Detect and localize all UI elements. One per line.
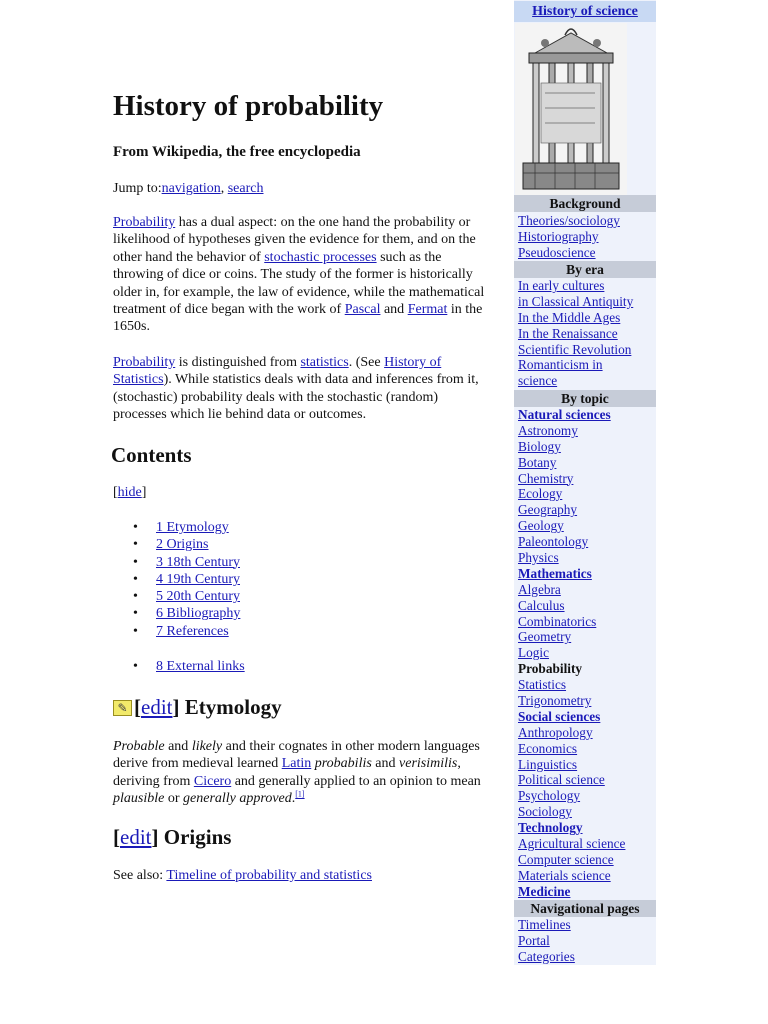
navbox-item bbox=[518, 278, 633, 294]
section-title: Etymology bbox=[184, 695, 282, 719]
navbox-group-link[interactable]: Mathematics bbox=[518, 565, 592, 581]
topic-links bbox=[518, 407, 625, 900]
jump-to-label: Jump to: bbox=[113, 181, 162, 196]
text-run: is distinguished from bbox=[175, 355, 301, 370]
toc-hide-toggle bbox=[113, 485, 146, 501]
inline-link[interactable]: History of Statistics bbox=[113, 355, 442, 388]
navbox-item bbox=[518, 439, 625, 455]
navbox-item bbox=[518, 772, 625, 788]
reference-link[interactable]: [1] bbox=[295, 789, 305, 799]
section-heading-etymology: ✎ [edit] Etymology bbox=[113, 695, 282, 720]
inline-link[interactable]: Cicero bbox=[193, 773, 232, 789]
navbox-link[interactable]: Anthropology bbox=[518, 724, 593, 740]
inline-link[interactable]: Latin bbox=[281, 756, 312, 772]
navbox-link[interactable]: in Classical Antiquity bbox=[518, 293, 634, 309]
navbox-link[interactable]: Materials science bbox=[518, 867, 611, 883]
navbox-item bbox=[518, 917, 575, 933]
bracket-open: [ bbox=[113, 485, 118, 500]
navbox-link[interactable]: Logic bbox=[518, 645, 550, 661]
inline-link[interactable]: Probability bbox=[113, 215, 176, 230]
toc-link[interactable]: 5 20th Century bbox=[156, 589, 240, 605]
toc-item bbox=[113, 554, 240, 571]
edit-origins-link[interactable]: edit bbox=[120, 825, 152, 849]
toc-link[interactable]: 3 18th Century bbox=[156, 554, 240, 570]
table-of-contents-extra bbox=[113, 658, 245, 675]
navbox-link[interactable]: Pseudoscience bbox=[518, 244, 596, 260]
jump-navigation-link[interactable]: navigation bbox=[161, 181, 221, 196]
navbox-group-link[interactable]: Technology bbox=[518, 820, 583, 836]
navbox-item bbox=[518, 709, 625, 725]
navbox-item bbox=[518, 804, 625, 820]
navbox-link[interactable]: Algebra bbox=[518, 581, 561, 597]
text-run: or bbox=[164, 791, 184, 807]
navbox-link[interactable]: Political science bbox=[518, 772, 605, 788]
italic-text: Probable bbox=[113, 739, 165, 754]
navbox-link[interactable]: Romanticism in bbox=[518, 357, 603, 373]
navbox-link[interactable]: Geography bbox=[518, 502, 578, 518]
navbox-link[interactable]: Agricultural science bbox=[518, 836, 626, 852]
navbox-item bbox=[518, 645, 625, 661]
jump-to bbox=[113, 181, 264, 197]
hide-link[interactable]: hide bbox=[117, 485, 142, 500]
toc-item bbox=[113, 605, 240, 622]
see-also bbox=[113, 868, 372, 884]
navbox-link[interactable]: Theories/sociology bbox=[518, 213, 620, 228]
jump-separator: , bbox=[220, 181, 228, 196]
see-also-link[interactable]: Timeline of probability and statistics bbox=[166, 868, 372, 883]
section-title: Origins bbox=[163, 825, 232, 849]
toc-link[interactable]: 4 19th Century bbox=[156, 571, 240, 587]
navbox-link[interactable]: Portal bbox=[518, 932, 550, 948]
italic-text: generally approved bbox=[183, 791, 292, 807]
text-run: and bbox=[164, 739, 192, 754]
text-run: has a dual aspect: on the one hand the probability or likelihood of hypotheses given the evidence for them, and on the other hand the behavior of bbox=[113, 215, 476, 265]
inline-link[interactable]: Probability bbox=[113, 355, 176, 370]
navbox-group-topic: By topic bbox=[514, 390, 656, 407]
text-run: ). While statistics deals with data and inferences from it, (stochastic) probability deals with the stochastic (random) processes which lie behind data or outcomes. bbox=[113, 372, 479, 423]
pencil-icon[interactable]: ✎ bbox=[113, 700, 132, 716]
toc-item bbox=[113, 571, 240, 588]
background-links bbox=[518, 213, 620, 261]
navbox-link[interactable]: Combinatorics bbox=[518, 613, 597, 629]
toc-link[interactable]: 7 References bbox=[156, 623, 229, 639]
navbox-link[interactable]: Geometry bbox=[518, 629, 572, 645]
text-run: and bbox=[380, 302, 408, 318]
navbox-item bbox=[518, 518, 625, 534]
navbox-link[interactable]: Sociology bbox=[518, 804, 572, 820]
navbox-item bbox=[518, 933, 575, 949]
navbox-current: Probability bbox=[518, 661, 583, 677]
navbox-title bbox=[514, 1, 656, 22]
navbox-item bbox=[518, 486, 625, 502]
navbox-item bbox=[518, 502, 625, 518]
navbox-item bbox=[518, 757, 625, 773]
navbox-link[interactable]: Calculus bbox=[518, 597, 565, 613]
navbox-group-navigational: Navigational pages bbox=[514, 900, 656, 917]
navbox-link[interactable]: Linguistics bbox=[518, 756, 578, 772]
navbox-item bbox=[518, 884, 625, 900]
navbox-link[interactable]: Chemistry bbox=[518, 470, 574, 486]
navbox-item bbox=[518, 326, 633, 342]
navbox-link[interactable]: Paleontology bbox=[518, 534, 589, 550]
astronomical-engraving-image bbox=[515, 23, 627, 195]
navbox-item bbox=[518, 598, 625, 614]
navbox-item bbox=[518, 788, 625, 804]
inline-link[interactable]: stochastic processes bbox=[264, 249, 377, 265]
navbox-group-era: By era bbox=[514, 261, 656, 278]
intro-paragraph-2 bbox=[113, 354, 493, 424]
navbox-link[interactable]: Trigonometry bbox=[518, 693, 592, 709]
bracket-close: ] bbox=[141, 485, 147, 500]
era-links bbox=[518, 278, 633, 389]
navbox-item bbox=[518, 342, 633, 358]
text-run: and bbox=[371, 756, 400, 772]
navbox-item bbox=[518, 677, 625, 693]
inline-link[interactable]: statistics bbox=[300, 355, 349, 370]
italic-text: plausible bbox=[113, 791, 165, 807]
toc-item bbox=[113, 588, 240, 605]
navbox-item bbox=[518, 582, 625, 598]
temple-engraving-icon bbox=[515, 23, 627, 195]
toc-link[interactable]: 8 External links bbox=[156, 659, 245, 674]
navbox-link[interactable]: In early cultures bbox=[518, 278, 605, 293]
navbox-item bbox=[518, 294, 633, 310]
navbox-link[interactable]: In the Middle Ages bbox=[518, 309, 621, 325]
navbox-item bbox=[518, 229, 620, 245]
navbox-item bbox=[518, 310, 633, 326]
navbox-item bbox=[518, 661, 625, 677]
navbox-link[interactable]: Astronomy bbox=[518, 422, 578, 438]
italic-text: probabilis bbox=[314, 756, 372, 772]
navbox-item bbox=[518, 357, 633, 373]
navbox-item bbox=[518, 949, 575, 965]
navbox-item bbox=[518, 820, 625, 836]
navbox-link[interactable]: Statistics bbox=[518, 677, 567, 693]
navbox-group-link[interactable]: Natural sciences bbox=[518, 407, 611, 422]
navbox-item bbox=[518, 868, 625, 884]
toc-item bbox=[113, 658, 245, 675]
edit-etymology-link[interactable]: edit bbox=[141, 695, 173, 719]
navbox-item bbox=[518, 245, 620, 261]
navbox-link[interactable]: Biology bbox=[518, 438, 561, 454]
text-run: and their cognates in other modern languages derive from medieval learned bbox=[113, 739, 480, 772]
navbox-link[interactable]: Physics bbox=[518, 550, 559, 566]
toc-item bbox=[113, 536, 240, 553]
contents-title: Contents bbox=[111, 443, 192, 467]
see-also-label: See also: bbox=[113, 868, 167, 883]
italic-text: likely bbox=[191, 739, 223, 754]
navbox-item bbox=[518, 836, 625, 852]
toc-link[interactable]: 1 Etymology bbox=[156, 520, 229, 535]
navbox-item bbox=[518, 852, 625, 868]
section-heading-origins: [edit] Origins bbox=[113, 825, 232, 849]
navbox-item bbox=[518, 471, 625, 487]
navbox-group-link[interactable]: Medicine bbox=[518, 883, 571, 899]
navbox-item bbox=[518, 407, 625, 423]
navbox-link[interactable]: Geology bbox=[518, 518, 564, 534]
navbox-link[interactable]: Computer science bbox=[518, 851, 614, 867]
toc-item bbox=[113, 519, 240, 536]
text-run: . (See bbox=[348, 355, 385, 370]
navbox-link[interactable]: Scientific Revolution bbox=[518, 341, 632, 357]
navbox-item bbox=[518, 725, 625, 741]
navbox-group-link[interactable]: Social sciences bbox=[518, 708, 601, 724]
text-run: such as the throwing of dice or coins. The study of the former is historically older in, for example, the law of evidence, while the mathematical treatment of dice began with the work of bbox=[113, 249, 485, 318]
toc-link[interactable]: 2 Origins bbox=[156, 537, 209, 553]
text-run: in the 1650s. bbox=[113, 302, 483, 335]
jump-search-link[interactable]: search bbox=[227, 181, 264, 196]
navbox-link[interactable]: Botany bbox=[518, 454, 557, 470]
italic-text: verisimilis bbox=[399, 756, 458, 772]
navbox-title-link[interactable]: History of science bbox=[532, 4, 638, 19]
text-run: , deriving from bbox=[113, 756, 461, 789]
navbox-link[interactable]: Psychology bbox=[518, 788, 581, 804]
navigational-links bbox=[518, 917, 575, 965]
tagline: From Wikipedia, the free encyclopedia bbox=[113, 144, 361, 160]
navbox-item bbox=[518, 629, 625, 645]
inline-link[interactable]: Fermat bbox=[407, 302, 448, 318]
navbox-item bbox=[518, 614, 625, 630]
navbox-group-background: Background bbox=[514, 195, 656, 212]
navbox-item bbox=[518, 213, 620, 229]
navbox-link[interactable]: Economics bbox=[518, 740, 578, 756]
navbox-item bbox=[518, 566, 625, 582]
navbox-item bbox=[518, 534, 625, 550]
navbox-item bbox=[518, 693, 625, 709]
inline-link[interactable]: Pascal bbox=[344, 302, 381, 318]
navbox-item bbox=[518, 741, 625, 757]
navbox-item bbox=[518, 373, 633, 389]
navbox-item bbox=[518, 550, 625, 566]
toc-link[interactable]: 6 Bibliography bbox=[156, 606, 241, 622]
table-of-contents bbox=[113, 519, 240, 640]
etymology-paragraph bbox=[113, 738, 493, 808]
navbox-link[interactable]: Categories bbox=[518, 948, 575, 964]
navbox-link[interactable]: Ecology bbox=[518, 486, 563, 502]
navbox-link[interactable]: science bbox=[518, 373, 558, 389]
text-run: . bbox=[291, 791, 296, 807]
navbox-link[interactable]: Historiography bbox=[518, 228, 599, 244]
navbox-item bbox=[518, 423, 625, 439]
toc-item bbox=[113, 623, 240, 640]
page-title: History of probability bbox=[113, 90, 384, 122]
history-of-science-navbox bbox=[514, 0, 656, 965]
intro-paragraph-1 bbox=[113, 214, 493, 336]
navbox-link[interactable]: Timelines bbox=[518, 917, 571, 932]
navbox-link[interactable]: In the Renaissance bbox=[518, 325, 618, 341]
navbox-item bbox=[518, 455, 625, 471]
text-run: and generally applied to an opinion to mean bbox=[231, 773, 481, 789]
